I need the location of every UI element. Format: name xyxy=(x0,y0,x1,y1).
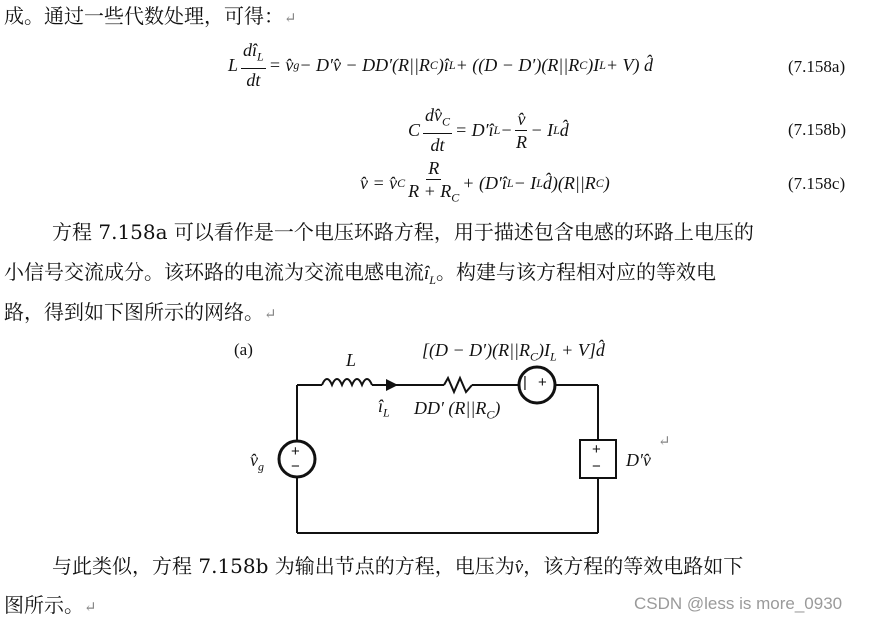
figure-return-mark: ↵ xyxy=(658,432,671,450)
equation-7158c: v̂ = v̂ C $\frac{R}{R + R_C}$ + (D′î L − I L d̂)(R||R C ) xyxy=(360,158,610,205)
left-source-label: $v̂_g$ xyxy=(250,450,264,474)
figure-panel-label: (a) xyxy=(234,340,253,359)
top-source-plus: + xyxy=(538,374,547,391)
right-source-minus: − xyxy=(592,458,601,475)
watermark: CSDN @less is more_0930 xyxy=(634,594,843,613)
right-source-label: D′v̂ xyxy=(626,450,651,470)
paragraph2-line1: 与此类似，方程 7.158b 为输出节点的方程，电压为v̂，该方程的等效电路如下 xyxy=(52,554,744,578)
left-source-plus: + xyxy=(291,443,300,460)
current-arrow-icon xyxy=(386,379,398,391)
top-source-minus: | xyxy=(523,374,527,391)
paragraph1-line1: 方程 7.158a 可以看作是一个电压环路方程，用于描述包含电感的环路上电压的 xyxy=(52,220,754,244)
equation-7158a: L $\frac{dî_L}{dt}$ = v̂ g − D′v̂ − DD′(R||R C )î L + ((D − D′)(R||R C )I L + V) d̂ xyxy=(228,40,654,90)
paragraph1-line2: 小信号交流成分。该环路的电流为交流电感电流$î_L$。构建与该方程相对应的等效电 xyxy=(4,260,716,287)
paragraph1-line3: 路，得到如下图所示的网络。↵ xyxy=(4,300,277,324)
inductor-label: L xyxy=(346,350,357,370)
paragraph2-line2: 图所示。↵ xyxy=(4,593,97,617)
equation-number-7158b: (7.158b) xyxy=(788,120,847,139)
top-source-label: [$(D - D')(R||R_C)I_L$ + V]d̂ xyxy=(422,340,605,364)
intro-text: 成。通过一些代数处理，可得：↵ xyxy=(4,4,297,28)
equation-number-7158a: (7.158a) xyxy=(788,57,846,76)
equation-7158b: C $\frac{dv̂_C}{dt}$ = D′î L − $\frac{v̂}{R}$ − I L d̂ xyxy=(408,105,569,155)
current-label: $î_L$ xyxy=(378,396,390,420)
left-source-minus: − xyxy=(291,458,300,475)
equation-number-7158c: (7.158c) xyxy=(788,174,846,193)
right-source-plus: + xyxy=(592,441,601,458)
resistor-label: DD′ $(R||R_C)$ xyxy=(414,398,501,422)
